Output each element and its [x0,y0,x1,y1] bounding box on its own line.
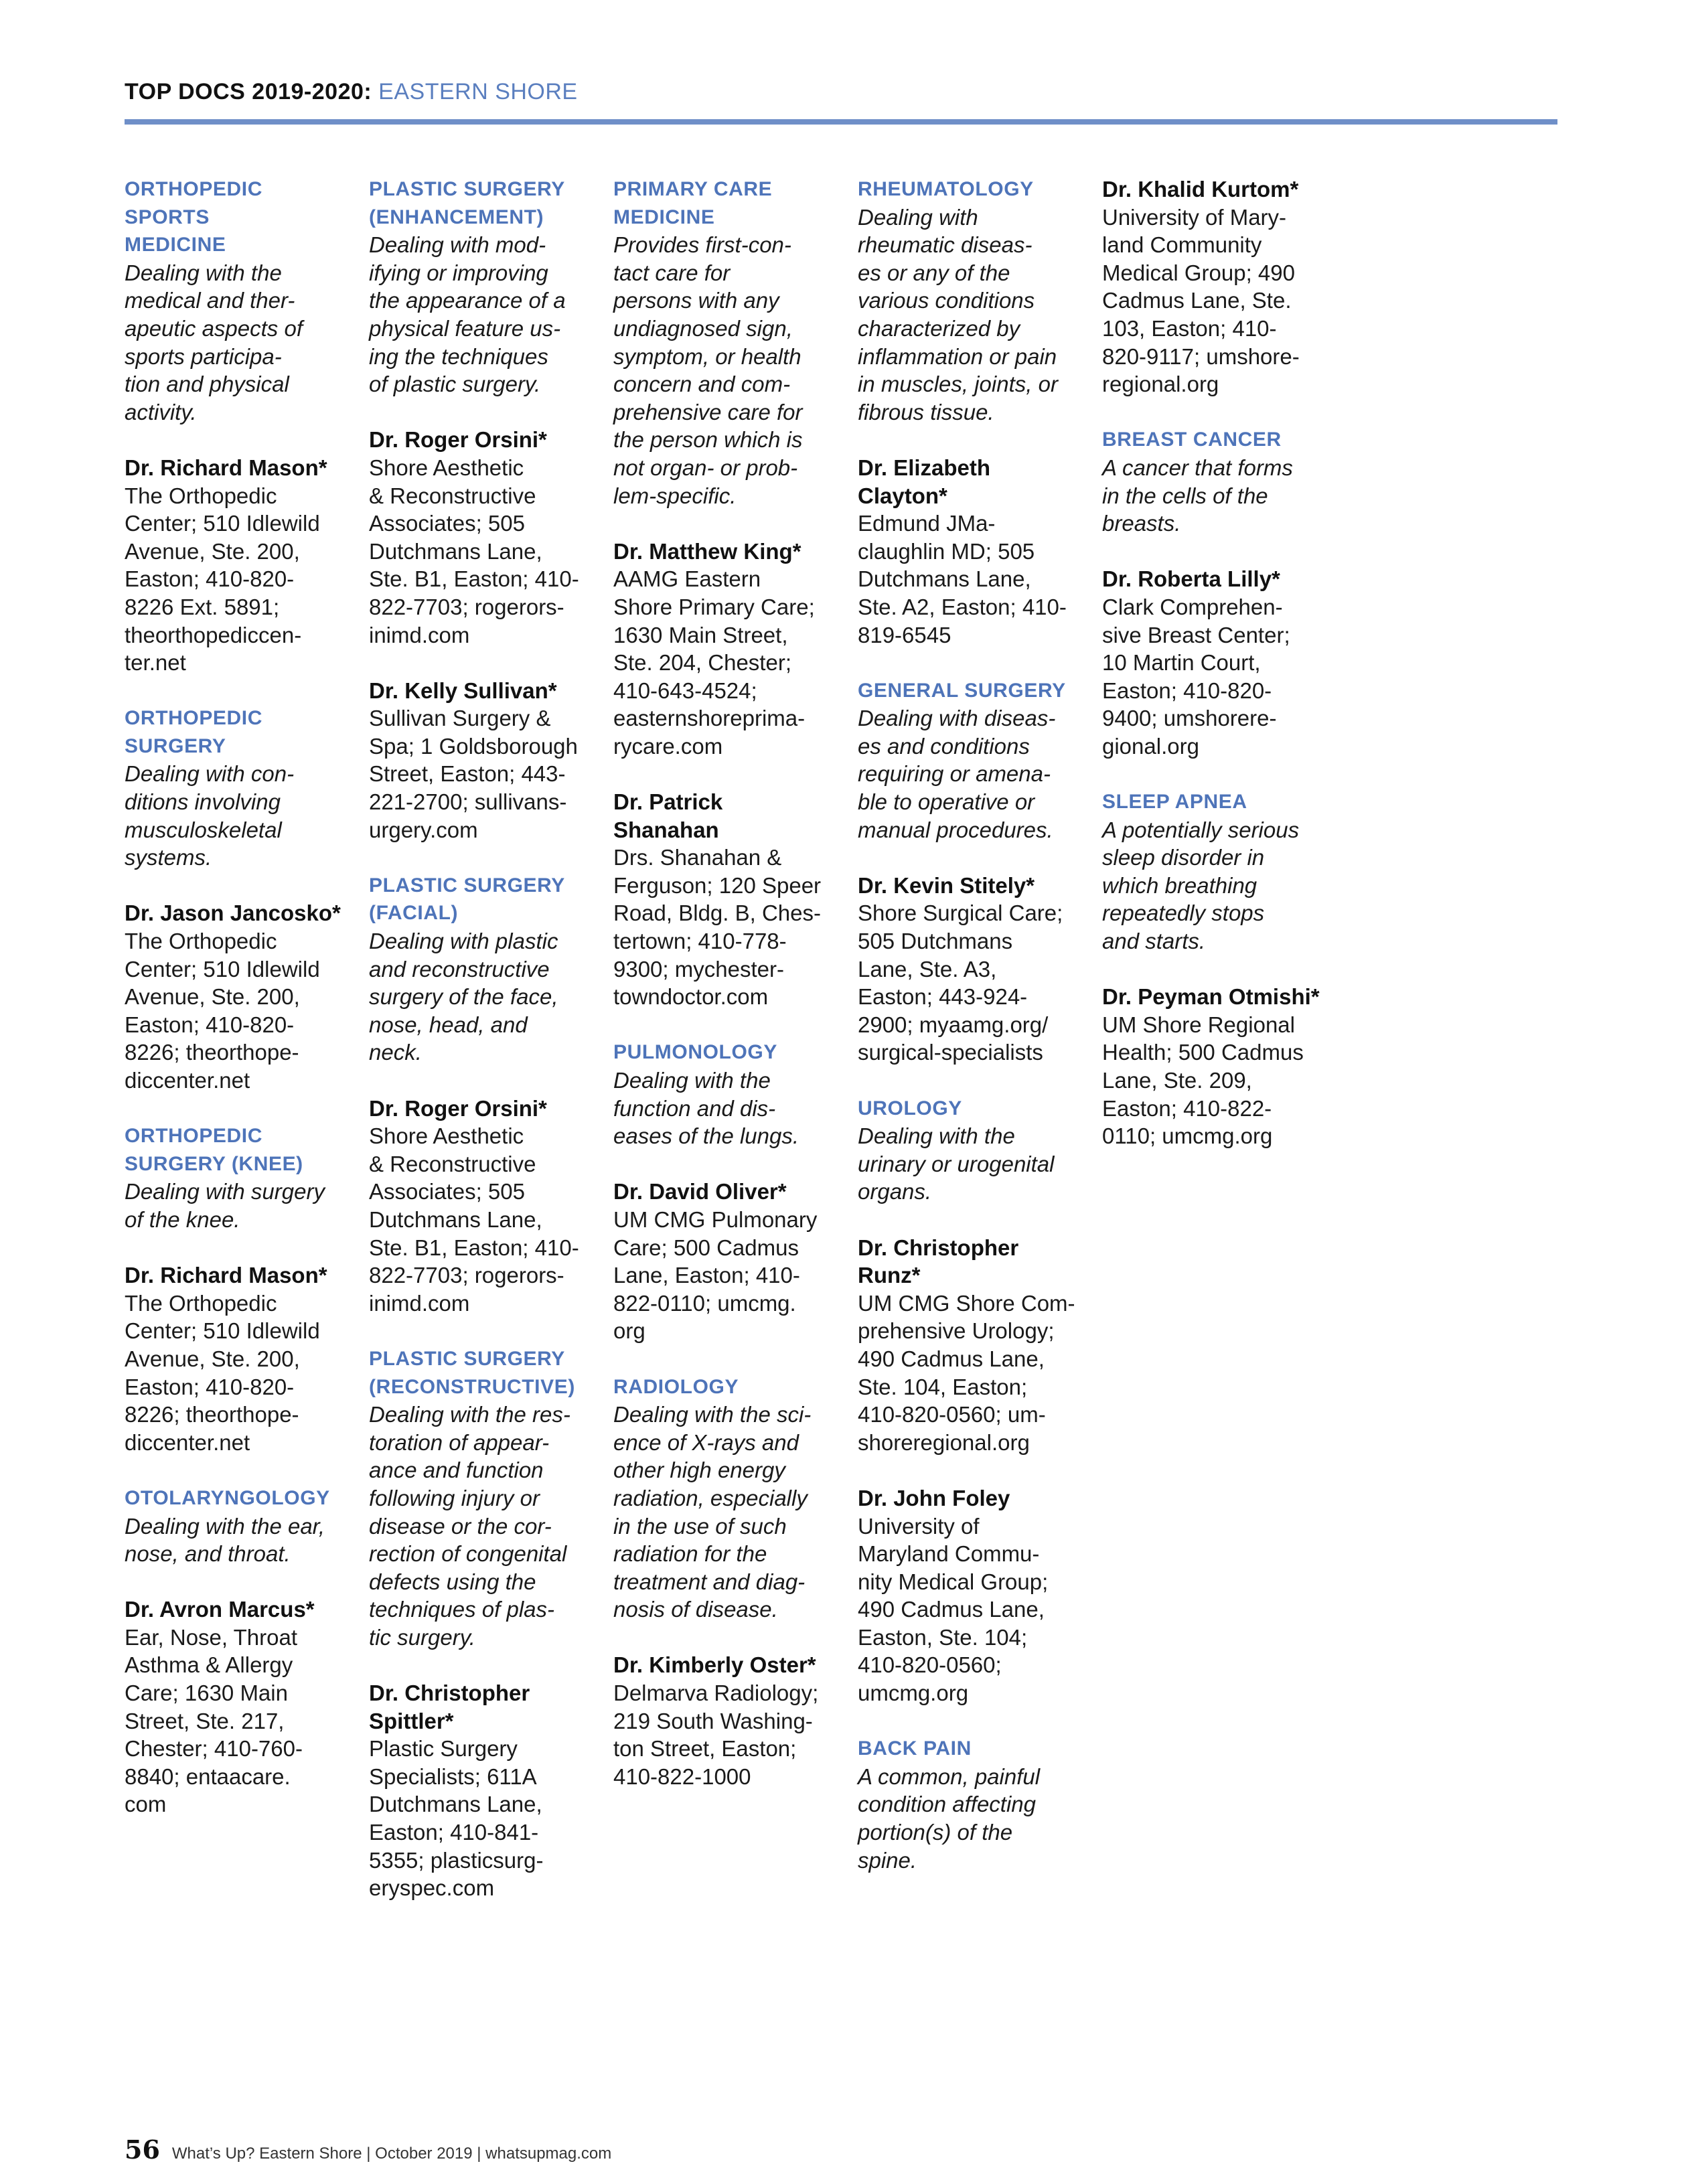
specialty-entry [369,872,590,1067]
doctor-entry [369,1679,590,1902]
header-divider [125,119,1557,125]
doctor-entry [369,426,590,649]
specialty-description: Dealing with con- ditions involving musculoskeletal systems. [125,761,295,870]
footer-credit: What’s Up? Eastern Shore | October 2019 | whatsupmag.com [171,2144,612,2163]
doctor-name: Dr. Richard Mason* [125,1263,327,1288]
doctor-name: Dr. Kevin Stitely* [858,872,1035,898]
specialty-description: A common, painful condition affecting portion(s) of the spine. [858,1764,1041,1873]
specialty-heading: PLASTIC SURGERY (RECONSTRUCTIVE) [369,1347,575,1398]
specialty-description: Dealing with rheumatic diseas- es or any of the various conditions characterized by inflammation or pain in muscles, joints, or fibrous tissue. [858,204,1058,424]
specialty-entry [125,1122,346,1233]
specialty-heading: PULMONOLOGY [613,1041,777,1064]
specialty-heading: UROLOGY [858,1097,962,1119]
doctor-name: Dr. Khalid Kurtom* [1102,177,1299,202]
specialty-heading: PRIMARY CARE MEDICINE [613,178,773,228]
doctor-name: Dr. Richard Mason* [125,455,327,480]
specialty-description: Dealing with the urinary or urogenital organs. [858,1123,1055,1204]
specialty-entry [125,704,346,872]
doctor-entry [1102,175,1323,398]
column-4 [858,175,1079,1902]
page-footer [125,2134,611,2165]
page-number: 56 [125,2134,160,2165]
doctor-contact: Edmund JMa- claughlin MD; 505 Dutchmans Lane, Ste. A2, Easton; 410- 819-6545 [858,511,1067,647]
doctor-entry [369,677,590,844]
specialty-heading: GENERAL SURGERY [858,679,1066,702]
specialty-heading: BACK PAIN [858,1737,972,1760]
column-3 [613,175,834,1818]
doctor-entry [613,1651,834,1790]
specialty-description: Dealing with mod- ifying or improving the appearance of a physical feature us- ing the techniques of plastic surgery. [369,232,566,397]
specialty-heading: ORTHOPEDIC SURGERY (KNEE) [125,1125,303,1175]
doctor-contact: Shore Surgical Care; 505 Dutchmans Lane, Ste. A3, Easton; 443-924- 2900; myaamg.org/ surgical-specialists [858,901,1063,1065]
doctor-entry [858,1234,1079,1457]
running-header [125,79,578,105]
doctor-name: Dr. Kelly Sullivan* [369,678,557,703]
doctor-contact: The Orthopedic Center; 510 Idlewild Avenue, Ste. 200, Easton; 410-820- 8226; theorthope- diccenter.net [125,929,320,1093]
specialty-heading: ORTHOPEDIC SURGERY [125,707,263,757]
specialty-description: Dealing with diseas- es and conditions requiring or amena- ble to operative or manual procedures. [858,706,1056,842]
doctor-entry [858,872,1079,1067]
specialty-heading: RHEUMATOLOGY [858,178,1034,200]
specialty-description: A potentially serious sleep disorder in which breathing repeatedly stops and starts. [1102,817,1300,954]
specialty-entry [1102,426,1323,537]
doctor-contact: The Orthopedic Center; 510 Idlewild Avenue, Ste. 200, Easton; 410-820- 8226 Ext. 5891; theorthopediccen- ter.net [125,483,320,676]
doctor-contact: Plastic Surgery Specialists; 611A Dutchmans Lane, Easton; 410-841- 5355; plasticsurg- eryspec.com [369,1736,544,1901]
doctor-name: Dr. Christopher Runz* [858,1235,1019,1288]
specialty-description: Dealing with the medical and ther- apeutic aspects of sports participa- tion and physical activity. [125,260,303,424]
doctor-name: Dr. Roger Orsini* [369,1095,547,1121]
specialty-entry [613,1373,834,1624]
doctor-entry [125,1261,346,1456]
doctor-entry [125,899,346,1094]
doctor-name: Dr. Roberta Lilly* [1102,566,1280,592]
doctor-name: Dr. Christopher Spittler* [369,1681,530,1733]
specialty-entry [1102,788,1323,955]
specialty-description: Dealing with the sci- ence of X-rays and other high energy radiation, especially in the use of such radiation for the treatment and diag- nosis of disease. [613,1402,812,1622]
specialty-entry [125,1484,346,1568]
specialty-heading: PLASTIC SURGERY (FACIAL) [369,874,565,925]
specialty-description: Dealing with surgery of the knee. [125,1179,325,1232]
doctor-name: Dr. Patrick Shanahan [613,789,723,842]
doctor-entry [1102,565,1323,760]
specialty-description: A cancer that forms in the cells of the breasts. [1102,455,1293,536]
doctor-entry [369,1095,590,1318]
column-1 [125,175,346,1847]
specialty-heading: ORTHOPEDIC SPORTS MEDICINE [125,178,263,256]
doctor-contact: Shore Aesthetic & Reconstructive Associates; 505 Dutchmans Lane, Ste. B1, Easton; 410- 822-7703; rogerors- inimd.com [369,455,579,647]
doctor-name: Dr. John Foley [858,1485,1010,1510]
doctor-contact: AAMG Eastern Shore Primary Care; 1630 Main Street, Ste. 204, Chester; 410-643-4524; easternshoreprima- rycare.com [613,566,815,759]
column-5 [1102,175,1323,1178]
specialty-description: Dealing with the ear, nose, and throat. [125,1513,325,1567]
doctor-contact: Drs. Shanahan & Ferguson; 120 Speer Road, Bldg. B, Ches- tertown; 410-778- 9300; mychester- towndoctor.com [613,845,822,1010]
doctor-contact: UM Shore Regional Health; 500 Cadmus Lane, Ste. 209, Easton; 410-822- 0110; umcmg.org [1102,1012,1304,1149]
doctor-contact: Clark Comprehen- sive Breast Center; 10 Martin Court, Easton; 410-820- 9400; umshorere- gional.org [1102,594,1290,759]
doctor-entry [1102,983,1323,1150]
doctor-contact: UM CMG Shore Com- prehensive Urology; 490 Cadmus Lane, Ste. 104, Easton; 410-820-0560; um- shoreregional.org [858,1290,1075,1455]
doctor-entry [858,1484,1079,1707]
doctor-contact: University of Mary- land Community Medical Group; 490 Cadmus Lane, Ste. 103, Easton; 410- 820-9117; umshore- regional.org [1102,204,1300,397]
column-2 [369,175,590,1930]
specialty-entry [858,175,1079,426]
specialty-description: Dealing with the res- toration of appear- ance and function following injury or disease or the cor- rection of congenital defects using the techniques of plas- tic surgery. [369,1402,570,1650]
specialty-entry [369,175,590,398]
specialty-entry [369,1345,590,1652]
doctor-name: Dr. Kimberly Oster* [613,1652,816,1678]
doctor-name: Dr. David Oliver* [613,1179,787,1204]
doctor-name: Dr. Matthew King* [613,538,801,564]
doctor-contact: UM CMG Pulmonary Care; 500 Cadmus Lane, Easton; 410- 822-0110; umcmg. org [613,1206,818,1344]
specialty-description: Provides first-con- tact care for persons with any undiagnosed sign, symptom, or health concern and com- prehensive care for the person which is not organ- or prob- lem-specific. [613,232,803,508]
doctor-name: Dr. Jason Jancosko* [125,901,341,926]
doctor-contact: University of Maryland Commu- nity Medical Group; 490 Cadmus Lane, Easton, Ste. 104; 410-820-0560; umcmg.org [858,1513,1049,1706]
doctor-contact: Sullivan Surgery & Spa; 1 Goldsborough Street, Easton; 443- 221-2700; sullivans- urgery.com [369,706,578,842]
specialty-entry [858,1095,1079,1206]
specialty-entry [858,677,1079,844]
specialty-heading: RADIOLOGY [613,1375,739,1398]
specialty-heading: BREAST CANCER [1102,428,1282,451]
doctor-entry [613,538,834,761]
header-section-title: TOP DOCS 2019-2020: [125,79,372,104]
specialty-heading: OTOLARYNGOLOGY [125,1486,330,1509]
specialty-entry [858,1735,1079,1874]
doctor-contact: Ear, Nose, Throat Asthma & Allergy Care; 1630 Main Street, Ste. 217, Chester; 410-760- 8840; entaacare. com [125,1624,303,1817]
specialty-heading: SLEEP APNEA [1102,791,1247,813]
doctor-entry [613,1178,834,1345]
doctor-name: Dr. Elizabeth Clayton* [858,455,991,508]
specialty-entry [613,175,834,510]
doctor-name: Dr. Avron Marcus* [125,1597,315,1622]
doctor-name: Dr. Roger Orsini* [369,427,547,453]
header-region: EASTERN SHORE [378,79,578,104]
doctor-entry [858,454,1079,649]
specialty-description: Dealing with the function and dis- eases of the lungs. [613,1068,799,1149]
doctor-entry [125,1595,346,1818]
specialty-description: Dealing with plastic and reconstructive surgery of the face, nose, head, and neck. [369,929,558,1065]
doctor-contact: The Orthopedic Center; 510 Idlewild Avenue, Ste. 200, Easton; 410-820- 8226; theorthope- diccenter.net [125,1290,320,1455]
specialty-heading: PLASTIC SURGERY (ENHANCEMENT) [369,178,565,228]
doctor-entry [613,788,834,1011]
doctor-entry [125,454,346,677]
specialty-entry [125,175,346,426]
specialty-entry [613,1038,834,1150]
doctor-contact: Shore Aesthetic & Reconstructive Associates; 505 Dutchmans Lane, Ste. B1, Easton; 410- 822-7703; rogerors- inimd.com [369,1123,579,1316]
doctor-contact: Delmarva Radiology; 219 South Washing- ton Street, Easton; 410-822-1000 [613,1681,819,1789]
doctor-name: Dr. Peyman Otmishi* [1102,984,1320,1010]
